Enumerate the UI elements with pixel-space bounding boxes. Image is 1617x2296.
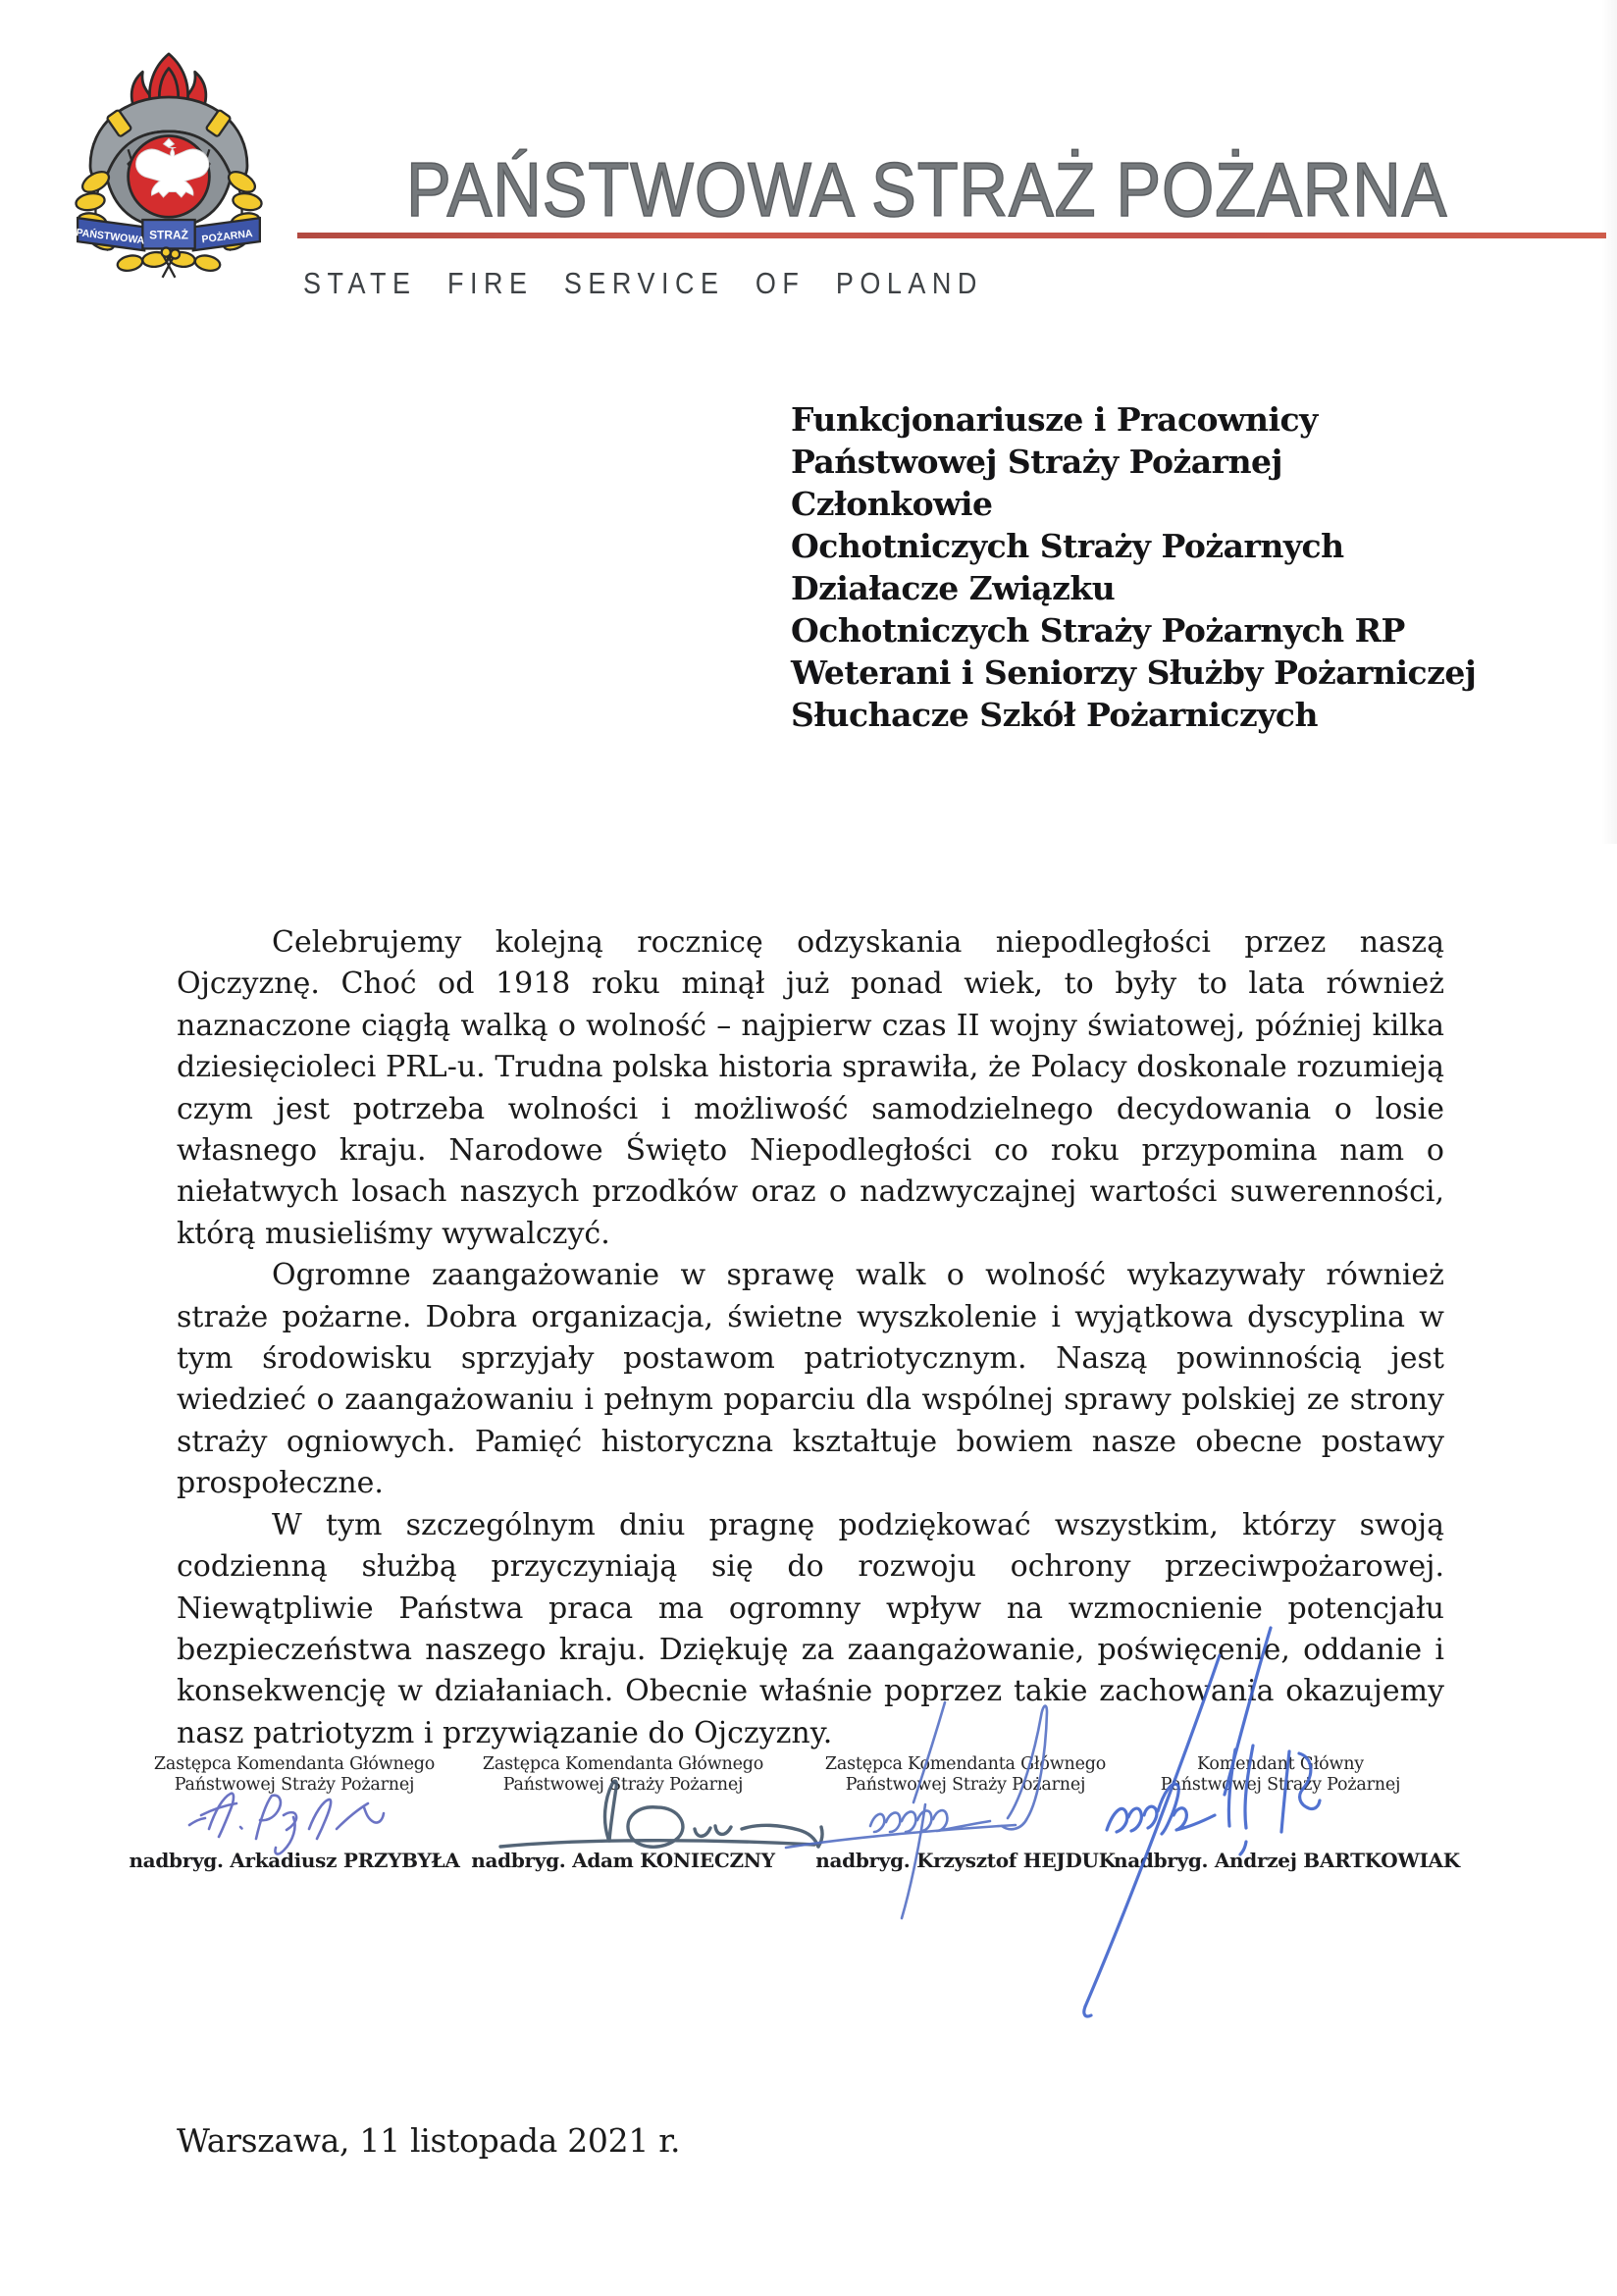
header-rule [297, 233, 1606, 238]
psp-crest-logo [65, 41, 273, 298]
signature-block-bartkowiak [1114, 1754, 1460, 1872]
ribbon-banner [76, 218, 260, 250]
org-title: PAŃSTWOWA STRAŻ POŻARNA [406, 146, 1448, 233]
body-paragraph: Celebrujemy kolejną rocznicę odzyskania niepodległości przez naszą Ojczyznę. Choć od 1918 roku minął już ponad wiek, to były to lata również naznaczone ciągłą walką o wolność – najpierw czas II wojny światowej, później kilka dziesięcioleci PRL-u. Trudna polska historia sprawiła, że Polacy doskonale rozumieją czym jest potrzeba wolności i możliwość samodzielnego decydowania o losie własnego kraju. Narodowe Święto Niepodległości co roku przypomina nam o niełatwych losach naszych przodków oraz o nadzwyczajnej wartości suwerenności, którą musieliśmy wywalczyć. [177, 925, 1444, 1251]
scan-shadow [1601, 0, 1617, 844]
dateline: Warszawa, 11 listopada 2021 r. [177, 2121, 681, 2160]
ribbon-text-right: POŻARNA [200, 228, 254, 246]
signer-title: Komendant Główny [1197, 1754, 1364, 1774]
org-subtitle-en: STATE FIRE SERVICE OF POLAND [303, 266, 983, 300]
recipient-line: Członkowie [791, 485, 993, 523]
recipient-line: Słuchacze Szkół Pożarniczych [791, 696, 1319, 734]
recipient-line: Weterani i Seniorzy Służby Pożarniczej [791, 653, 1477, 692]
signer-title: Zastępca Komendanta Głównego [824, 1754, 1107, 1774]
signer-title: Zastępca Komendanta Głównego [153, 1754, 436, 1774]
letter-body [177, 922, 1444, 1754]
signer-title: Państwowej Straży Pożarnej [1160, 1775, 1401, 1795]
recipient-line: Działacze Związku [791, 569, 1116, 607]
recipient-line: Państwowej Straży Pożarnej [791, 443, 1282, 481]
bottom-branches [116, 248, 221, 278]
recipients-block [791, 398, 1478, 736]
recipient-line: Ochotniczych Straży Pożarnych RP [791, 611, 1405, 650]
signer-title: Państwowej Straży Pożarnej [845, 1775, 1086, 1795]
signature-block-hejduk [799, 1754, 1132, 1872]
body-paragraph: Ogromne zaangażowanie w sprawę walk o wolność wykazywały również straże pożarne. Dobra organizacja, świetne wyszkolenie i wyjątkowa dyscyplina w tym środowisku sprzyjały postawom patriotycznym. Naszą powinnością jest wiedzieć o zaangażowaniu i pełnym poparciu dla wspólnej sprawy polskiej ze strony straży ogniowych. Pamięć historyczna kształtuje bowiem nasze obecne postawy prospołeczne. [177, 1258, 1444, 1501]
signature-block-przybyla [128, 1754, 461, 1872]
body-paragraph: W tym szczególnym dniu pragnę podziękować wszystkim, którzy swoją codzienną służbą przyczyniają się do rozwoju ochrony przeciwpożarowej. Niewątpliwie Państwa praca ma ogromny wpływ na wzmocnienie potencjału bezpieczeństwa naszego kraju. Dziękuję za zaangażowanie, poświęcenie, oddanie i konsekwencję w działaniach. Obecnie właśnie poprzez takie zachowania okazujemy nasz patriotyzm i przywiązanie do Ojczyzny. [177, 1507, 1444, 1750]
signer-name: nadbryg. Krzysztof HEJDUK [815, 1849, 1116, 1872]
signer-name: nadbryg. Adam KONIECZNY [471, 1849, 775, 1872]
signer-title: Państwowej Straży Pożarnej [502, 1775, 744, 1795]
ribbon-text-center: STRAŻ [149, 228, 188, 242]
signer-title: Państwowej Straży Pożarnej [174, 1775, 415, 1795]
signer-name: nadbryg. Arkadiusz PRZYBYŁA [129, 1849, 460, 1872]
signer-title: Zastępca Komendanta Głównego [482, 1754, 764, 1774]
recipient-line: Funkcjonariusze i Pracownicy [791, 400, 1318, 439]
eagle-emblem [129, 136, 210, 218]
signature-block-konieczny [456, 1754, 790, 1872]
ribbon-text-left: PAŃSTWOWA [75, 227, 145, 247]
signer-name: nadbryg. Andrzej BARTKOWIAK [1114, 1849, 1460, 1872]
recipient-line: Ochotniczych Straży Pożarnych [791, 527, 1344, 565]
